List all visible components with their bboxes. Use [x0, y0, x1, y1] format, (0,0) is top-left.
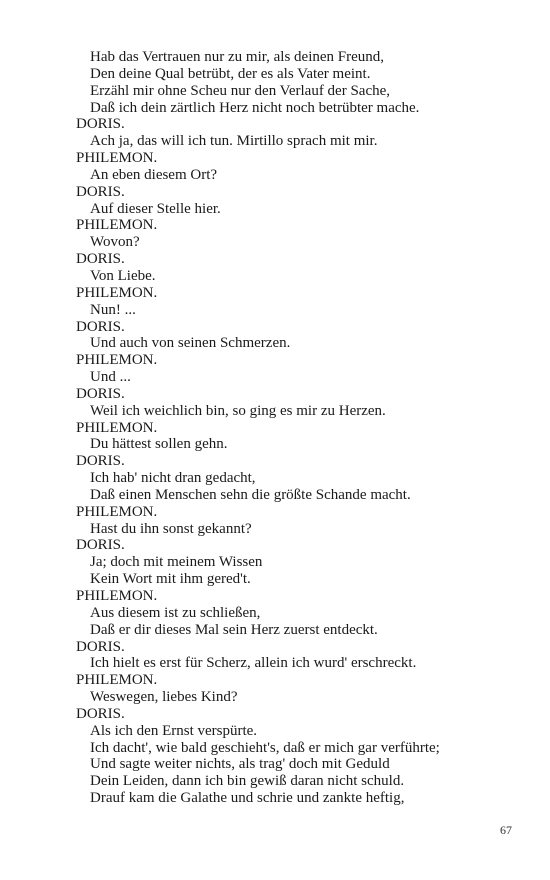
verse-line: Den deine Qual betrübt, der es als Vater meint.: [90, 65, 371, 82]
verse-line: Ich hab' nicht dran gedacht,: [90, 470, 256, 487]
verse-line: Drauf kam die Galathe und schrie und zankte heftig,: [90, 790, 405, 807]
page-number: 67: [500, 823, 512, 837]
verse-line: Ich hielt es erst für Scherz, allein ich wurd' erschreckt.: [90, 655, 417, 672]
speaker-name: DORIS.: [76, 183, 125, 200]
speaker-name: DORIS.: [76, 318, 125, 335]
verse-line: Kein Wort mit ihm gered't.: [90, 571, 251, 588]
verse-line: Ich dacht', wie bald geschieht's, daß er mich gar verführte;: [90, 739, 440, 756]
verse-line: Und sagte weiter nichts, als trag' doch mit Geduld: [90, 756, 390, 773]
verse-line: Ja; doch mit meinem Wissen: [90, 554, 263, 571]
verse-line: Daß ich dein zärtlich Herz nicht noch betrübter mache.: [90, 99, 420, 116]
verse-line: Wovon?: [90, 234, 140, 251]
speaker-name: PHILEMON.: [76, 419, 158, 436]
speaker-name: DORIS.: [76, 638, 125, 655]
verse-line: Daß er dir dieses Mal sein Herz zuerst entdeckt.: [90, 621, 378, 638]
verse-line: Du hättest sollen gehn.: [90, 436, 228, 453]
speaker-name: PHILEMON.: [76, 503, 158, 520]
speaker-name: DORIS.: [76, 705, 125, 722]
verse-line: Hab das Vertrauen nur zu mir, als deinen Freund,: [90, 49, 385, 65]
verse-line: Aus diesem ist zu schließen,: [90, 604, 261, 621]
verse-line: Weil ich weichlich bin, so ging es mir zu Herzen.: [90, 402, 386, 419]
speaker-name: PHILEMON.: [76, 150, 158, 167]
verse-line: Hast du ihn sonst gekannt?: [90, 520, 252, 537]
speaker-name: DORIS.: [76, 453, 125, 470]
speaker-name: PHILEMON.: [76, 672, 158, 689]
speaker-name: DORIS.: [76, 537, 125, 554]
verse-line: Nun! ...: [90, 301, 136, 318]
verse-line: Als ich den Ernst verspürte.: [90, 722, 258, 739]
verse-line: Auf dieser Stelle hier.: [90, 200, 221, 217]
speaker-name: DORIS.: [76, 251, 125, 268]
verse-line: Weswegen, liebes Kind?: [90, 689, 238, 706]
verse-line: Und ...: [90, 369, 131, 386]
speaker-name: PHILEMON.: [76, 588, 158, 604]
verse-line: Erzähl mir ohne Scheu nur den Verlauf der Sache,: [90, 82, 391, 99]
verse-line: Und auch von seinen Schmerzen.: [90, 335, 291, 352]
play-text: [76, 49, 526, 807]
verse-line: Ach ja, das will ich tun. Mirtillo sprach mit mir.: [90, 133, 378, 150]
speaker-name: DORIS.: [76, 385, 125, 402]
speaker-name: PHILEMON.: [76, 284, 158, 301]
speaker-name: PHILEMON.: [76, 352, 158, 369]
speaker-name: PHILEMON.: [76, 217, 158, 234]
verse-line: An eben diesem Ort?: [90, 166, 218, 183]
speaker-name: DORIS.: [76, 116, 125, 133]
verse-line: Daß einen Menschen sehn die größte Schande macht.: [90, 486, 411, 503]
verse-line: Von Liebe.: [90, 267, 156, 284]
verse-line: Dein Leiden, dann ich bin gewiß daran nicht schuld.: [90, 773, 405, 790]
